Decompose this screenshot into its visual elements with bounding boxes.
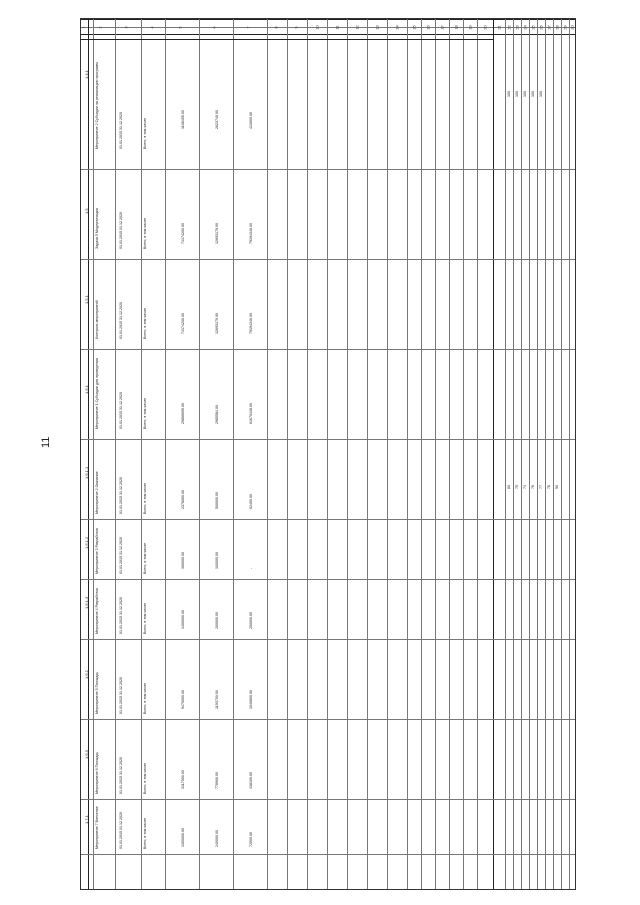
- value-year2: 79194346.00: [249, 313, 253, 334]
- row-code: 1.6.2: [84, 670, 89, 679]
- row-source: Всего, в том числе: [143, 117, 147, 149]
- column-number: 30: [569, 25, 575, 30]
- value-total: 74174200.00: [181, 223, 185, 244]
- page-number: 11: [40, 436, 52, 448]
- value-total: 300000.00: [181, 552, 185, 569]
- row-title: Задача 5 Модернизация: [95, 208, 99, 249]
- row-dates: 01.01.2015 31.12.2020: [119, 477, 123, 514]
- row-source: Всего, в том числе: [143, 542, 147, 574]
- row-source: Всего, в том числе: [143, 682, 147, 714]
- column-number: 16: [425, 25, 431, 30]
- row-source: Всего, в том числе: [143, 762, 147, 794]
- column-number: 29: [562, 25, 568, 30]
- column-number: 3: [123, 26, 129, 29]
- indicator-value: 100: [507, 91, 511, 97]
- row-title: Мероприятие 3 Разработка: [95, 528, 99, 574]
- row-source: Всего, в том числе: [143, 482, 147, 514]
- row-title: Мероприятие 6 Площадь: [95, 751, 99, 794]
- value-year1: 778900.00: [215, 772, 219, 789]
- row-code: 1.7.1: [84, 815, 89, 824]
- row-dates: 01.01.2015 31.12.2020: [119, 212, 123, 249]
- value-year1: 2623740.00: [215, 110, 219, 129]
- row-source: Всего, в том числе: [143, 217, 147, 249]
- column-number: 27: [546, 25, 552, 30]
- row-dates: 01.01.2015 31.12.2020: [119, 302, 123, 339]
- budget-table: [80, 18, 576, 890]
- value-total: 29866695.00: [181, 403, 185, 424]
- column-number: 22: [506, 25, 512, 30]
- value-year2: 200000.00: [249, 612, 253, 629]
- value-total: 1400000.00: [181, 610, 185, 629]
- value-total: 3117000.00: [181, 770, 185, 789]
- value-year1: 100000.00: [215, 552, 219, 569]
- value-total: 74174200.00: [181, 313, 185, 334]
- column-number: 13: [374, 25, 380, 30]
- indicator-value: 100: [523, 91, 527, 97]
- column-number: 18: [453, 25, 459, 30]
- row-dates: 01.01.2015 31.12.2020: [119, 677, 123, 714]
- value-year2: -: [249, 567, 253, 569]
- indicator-value: 78: [547, 485, 551, 489]
- value-total: 9470000.00: [181, 690, 185, 709]
- row-code: 1.4.1: [84, 70, 89, 79]
- column-number: 9: [293, 26, 299, 29]
- value-year1: 240000.00: [215, 830, 219, 847]
- row-code: 1.6.1.2: [84, 536, 89, 549]
- row-code: 1.6.1: [84, 385, 89, 394]
- column-number: 21: [496, 25, 502, 30]
- column-number: 17: [439, 25, 445, 30]
- column-number: 5: [177, 26, 183, 29]
- column-number: 28: [554, 25, 560, 30]
- row-title: Мероприятие 7 Внесение: [95, 806, 99, 849]
- row-code: 1.5.1: [84, 295, 89, 304]
- value-year2: 1046800.00: [249, 690, 253, 709]
- column-number: 6: [211, 26, 217, 29]
- value-year1: 200000.00: [215, 612, 219, 629]
- column-number: 19: [467, 25, 473, 30]
- indicator-value: 75: [515, 485, 519, 489]
- column-number: 7: [245, 26, 251, 29]
- row-source: Всего, в том числе: [143, 397, 147, 429]
- column-number: 11: [334, 25, 340, 30]
- column-number: 23: [514, 25, 520, 30]
- row-code: 1.6.1.3: [84, 596, 89, 609]
- row-title: Контроль мероприятий: [95, 300, 99, 339]
- row-source: Всего, в том числе: [143, 307, 147, 339]
- row-title: Мероприятие 1 Субсидии для проведения: [95, 358, 99, 429]
- value-total: 1168455.00: [181, 110, 185, 129]
- indicator-value: 77: [539, 485, 543, 489]
- row-dates: 01.01.2015 31.12.2020: [119, 757, 123, 794]
- column-number: 1: [80, 26, 86, 29]
- column-number: 4: [149, 26, 155, 29]
- row-dates: 01.01.2015 31.12.2020: [119, 392, 123, 429]
- value-year1: 1193700.00: [215, 690, 219, 709]
- column-number: 8: [273, 26, 279, 29]
- row-title: Мероприятие 4 Разработка: [95, 588, 99, 634]
- row-dates: 01.01.2015 31.12.2020: [119, 812, 123, 849]
- column-number: 24: [522, 25, 528, 30]
- indicator-value: 74: [523, 485, 527, 489]
- value-year2: 438100.00: [249, 772, 253, 789]
- row-dates: 01.01.2015 31.12.2020: [119, 537, 123, 574]
- value-year1: 2985584.00: [215, 405, 219, 424]
- value-year2: 61670438.00: [249, 403, 253, 424]
- column-number: 15: [411, 25, 417, 30]
- row-source: Всего, в том числе: [143, 602, 147, 634]
- indicator-value: 100: [531, 91, 535, 97]
- value-total: 2378000.00: [181, 490, 185, 509]
- column-number: 26: [538, 25, 544, 30]
- value-year1: 12693179.00: [215, 313, 219, 334]
- column-number: 14: [394, 25, 400, 30]
- indicator-value: 76: [531, 485, 535, 489]
- value-year2: 72000.00: [249, 832, 253, 847]
- column-number: 2: [97, 26, 103, 29]
- value-year2: 62460.00: [249, 494, 253, 509]
- value-total: 1300000.00: [181, 828, 185, 847]
- value-year1: 500000.00: [215, 492, 219, 509]
- indicator-value: 80: [507, 485, 511, 489]
- indicator-value: 100: [515, 91, 519, 97]
- row-title: Мероприятие 5 Площадь: [95, 671, 99, 714]
- value-year2: 413000.00: [249, 112, 253, 129]
- column-number: 10: [314, 25, 320, 30]
- value-year1: 12693179.00: [215, 223, 219, 244]
- row-title: Мероприятие 2 Субсидии на реализацию программ: [95, 62, 99, 149]
- row-dates: 01.01.2015 31.12.2020: [119, 597, 123, 634]
- row-dates: 01.01.2015 31.12.2020: [119, 112, 123, 149]
- row-source: Всего, в том числе: [143, 817, 147, 849]
- row-code: 1.6.3: [84, 750, 89, 759]
- indicator-value: 90: [555, 485, 559, 489]
- indicator-value: 100: [539, 91, 543, 97]
- row-code: 1.6.1.1: [84, 466, 89, 479]
- value-year2: 79194346.00: [249, 223, 253, 244]
- row-code: 1.5: [84, 208, 89, 214]
- column-number: 25: [530, 25, 536, 30]
- column-number: 20: [482, 25, 488, 30]
- column-number: 12: [354, 25, 360, 30]
- row-title: Мероприятие 2 Оказание: [95, 471, 99, 514]
